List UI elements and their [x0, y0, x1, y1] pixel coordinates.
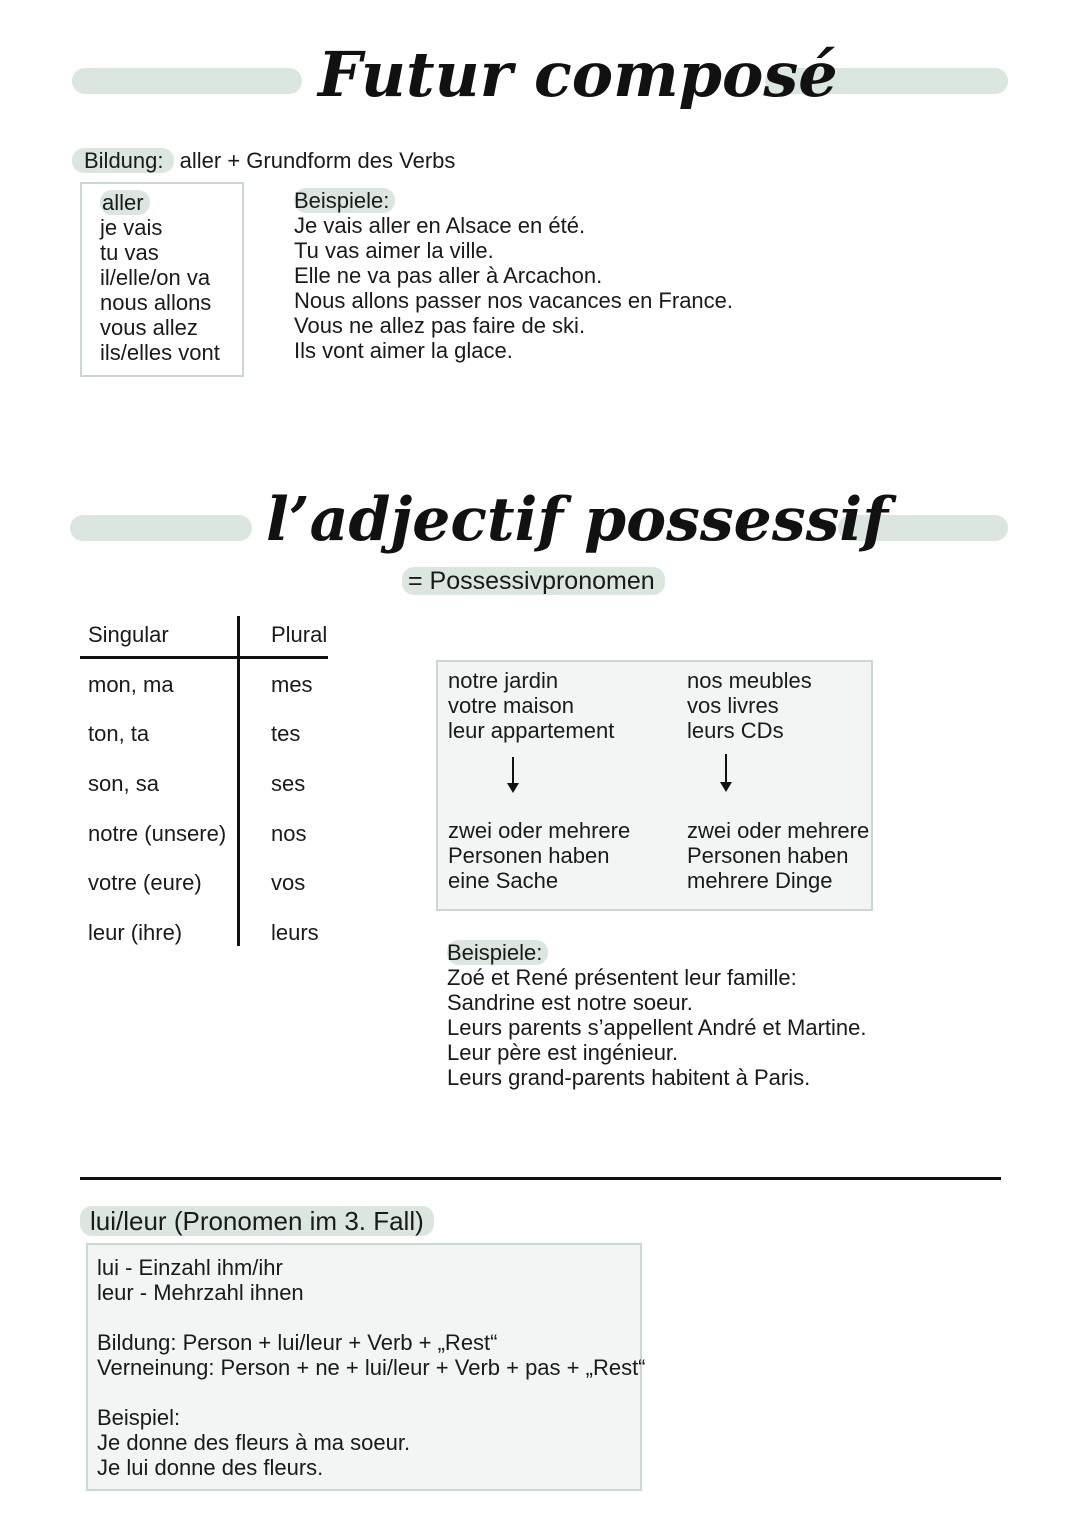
decor-pill-left-2: [70, 515, 252, 541]
table-cell-singular: leur (ihre): [88, 920, 183, 945]
conjugation-item: nous allons: [100, 290, 212, 315]
example-line: Nous allons passer nos vacances en France.: [294, 288, 734, 313]
section-title-adjectif-possessif: l’adjectif possessif: [266, 485, 889, 555]
conjugation-item: tu vas: [100, 240, 159, 265]
rule-line: leur - Mehrzahl ihnen: [97, 1280, 304, 1305]
table-cell-singular: ton, ta: [88, 721, 150, 746]
example-label: Beispiel:: [97, 1405, 181, 1430]
bildung-line: [72, 148, 455, 173]
example-line: Elle ne va pas aller à Arcachon.: [294, 263, 603, 288]
arrow-down-icon: [725, 754, 727, 790]
conjugation-item: ils/elles vont: [100, 340, 220, 365]
rule-line: Verneinung: Person + ne + lui/leur + Verb + pas + „Rest“: [97, 1355, 646, 1380]
example-line: Tu vas aimer la ville.: [294, 238, 494, 263]
example-line: Je donne des fleurs à ma soeur.: [97, 1430, 411, 1455]
examples-label: Beispiele:: [294, 188, 733, 213]
table-cell-singular: notre (unsere): [88, 821, 227, 846]
subtitle-possessivpronomen: = Possessivpronomen: [402, 566, 665, 596]
box-item: vos livres: [687, 693, 779, 718]
table-cell-singular: son, sa: [88, 771, 159, 796]
futur-examples: [294, 188, 733, 363]
lui-leur-box: [86, 1243, 646, 1491]
box-desc: mehrere Dinge: [687, 868, 833, 893]
rule-line: lui - Einzahl ihm/ihr: [97, 1255, 283, 1280]
section-title-futur-compose: Futur composé: [318, 38, 838, 111]
box-desc: eine Sache: [448, 868, 559, 893]
rule-line: Bildung: Person + lui/leur + Verb + „Rest“: [97, 1330, 498, 1355]
example-line: Leurs grand-parents habitent à Paris.: [447, 1065, 811, 1090]
table-cell-plural: vos: [271, 870, 306, 895]
conjugation-box: [80, 182, 244, 377]
table-vertical-rule: [237, 616, 240, 946]
arrow-down-icon: [512, 757, 514, 791]
conjugation-item: aller: [100, 190, 220, 215]
table-cell-plural: mes: [271, 672, 313, 697]
example-line: Sandrine est notre soeur.: [447, 990, 693, 1015]
decor-pill-left-1: [72, 68, 302, 94]
example-line: Ils vont aimer la glace.: [294, 338, 513, 363]
table-cell-singular: mon, ma: [88, 672, 174, 697]
examples-label: Beispiele:: [447, 940, 866, 965]
box-item: nos meubles: [687, 668, 812, 693]
box-desc: zwei oder mehrere: [448, 818, 631, 843]
table-header-singular: Singular: [88, 622, 169, 647]
section-divider: [80, 1177, 1001, 1180]
example-line: Vous ne allez pas faire de ski.: [294, 313, 586, 338]
example-line: Je vais aller en Alsace en été.: [294, 213, 586, 238]
example-line: Leur père est ingénieur.: [447, 1040, 679, 1065]
table-horizontal-rule: [80, 656, 328, 659]
box-item: votre maison: [448, 693, 574, 718]
table-header-plural: Plural: [271, 622, 328, 647]
conjugation-item: vous allez: [100, 315, 198, 340]
conjugation-item: je vais: [100, 215, 163, 240]
section-title-lui-leur: lui/leur (Pronomen im 3. Fall): [80, 1206, 434, 1237]
bildung-text: aller + Grundform des Verbs: [179, 148, 456, 173]
example-line: Zoé et René présentent leur famille:: [447, 965, 797, 990]
table-cell-plural: nos: [271, 821, 307, 846]
box-item: leurs CDs: [687, 718, 784, 743]
box-desc: Personen haben: [448, 843, 610, 868]
example-line: Leurs parents s’appellent André et Martine.: [447, 1015, 867, 1040]
possessif-examples: [447, 940, 866, 1090]
box-desc: Personen haben: [687, 843, 849, 868]
possessive-explanation-box: [436, 660, 873, 911]
table-cell-plural: tes: [271, 721, 301, 746]
box-item: leur appartement: [448, 718, 615, 743]
bildung-label: Bildung:: [72, 148, 174, 173]
conjugation-item: il/elle/on va: [100, 265, 211, 290]
example-line: Je lui donne des fleurs.: [97, 1455, 324, 1480]
box-item: notre jardin: [448, 668, 559, 693]
box-desc: zwei oder mehrere: [687, 818, 870, 843]
table-cell-singular: votre (eure): [88, 870, 202, 895]
table-cell-plural: leurs: [271, 920, 319, 945]
table-cell-plural: ses: [271, 771, 306, 796]
